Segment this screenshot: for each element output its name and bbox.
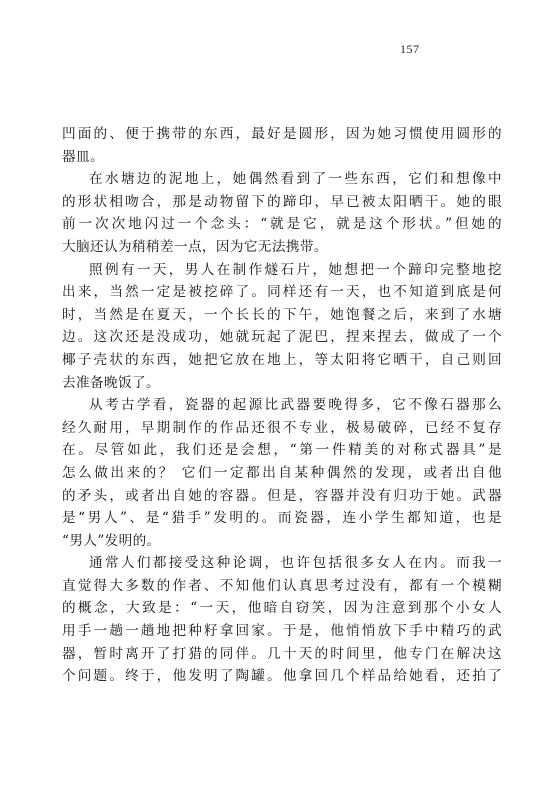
text-line: 在水塘边的泥地上，她偶然看到了一些东西，它们和想像中	[89, 171, 502, 188]
paragraph	[62, 394, 502, 552]
paragraph	[62, 259, 502, 395]
paragraph	[62, 123, 502, 168]
text-line: 经久耐用，早期制作的作品还很不专业，极易破碎，已经不复存	[62, 419, 502, 436]
text-line: 用手一趟一趟地把种籽拿回家。于是，他悄悄放下手中精巧的武	[62, 623, 502, 640]
text-line: 器皿。	[62, 148, 104, 165]
text-line: 器，暂时离开了打猎的同伴。几十天的时间里，他专门在解决这	[62, 645, 502, 662]
text-line: 凹面的、便于携带的东西，最好是圆形，因为她习惯使用圆形的	[62, 126, 502, 142]
text-line: 的概念，大致是：“一天，他暗自窃笑，因为注意到那个小女人	[62, 600, 502, 617]
text-line: 在。尽管如此，我们还是会想，“第一件精美的对称式器具”是	[62, 442, 502, 459]
paragraph	[62, 168, 502, 258]
text-line: 边。这次还是没成功，她就玩起了泥巴，捏来捏去，做成了一个	[62, 329, 502, 346]
text-line: 时，当然是在夏天，一个长长的下午，她饱餐之后，来到了水塘	[62, 306, 502, 323]
text-line: 的矛头，或者出自她的容器。但是，容器并没有归功于她。武器	[62, 487, 502, 504]
text-line: 照例有一天，男人在制作燧石片，她想把一个蹄印完整地挖	[89, 261, 502, 278]
text-line: 前一次次地闪过一个念头：“就是它，就是这个形状。”但她的	[62, 216, 502, 233]
text-line: 个问题。终于，他发明了陶罐。他拿回几个样品给她看，还拍了	[62, 668, 502, 685]
text-line: 通常人们都接受这种论调，也许包括很多女人在内。而我一	[89, 555, 502, 572]
text-line: 椰子壳状的东西，她把它放在地上，等太阳将它晒干，自己则回	[62, 351, 502, 368]
text-line: 的形状相吻合，那是动物留下的蹄印，早已被太阳晒干。她的眼	[62, 193, 502, 210]
body-text	[62, 123, 502, 688]
text-line: 怎么做出来的？ 它们一定都出自某种偶然的发现，或者出自他	[62, 464, 502, 481]
text-line: 去准备晚饭了。	[62, 374, 160, 391]
text-line: “男人”发明的。	[62, 532, 161, 549]
text-line: 是“男人”、是“猎手”发明的。而瓷器，连小学生都知道，也是	[62, 510, 502, 527]
text-line: 直觉得大多数的作者、不知他们认真思考过没有，都有一个模糊	[62, 577, 502, 594]
text-line: 大脑还认为稍稍差一点，因为它无法携带。	[62, 238, 328, 255]
paragraph	[62, 552, 502, 688]
text-line: 出来，当然一定是被挖碎了。同样还有一天，也不知道到底是何	[62, 284, 502, 301]
text-line: 从考古学看，瓷器的起源比武器要晚得多，它不像石器那么	[89, 397, 502, 414]
page-number: 157	[400, 42, 420, 56]
